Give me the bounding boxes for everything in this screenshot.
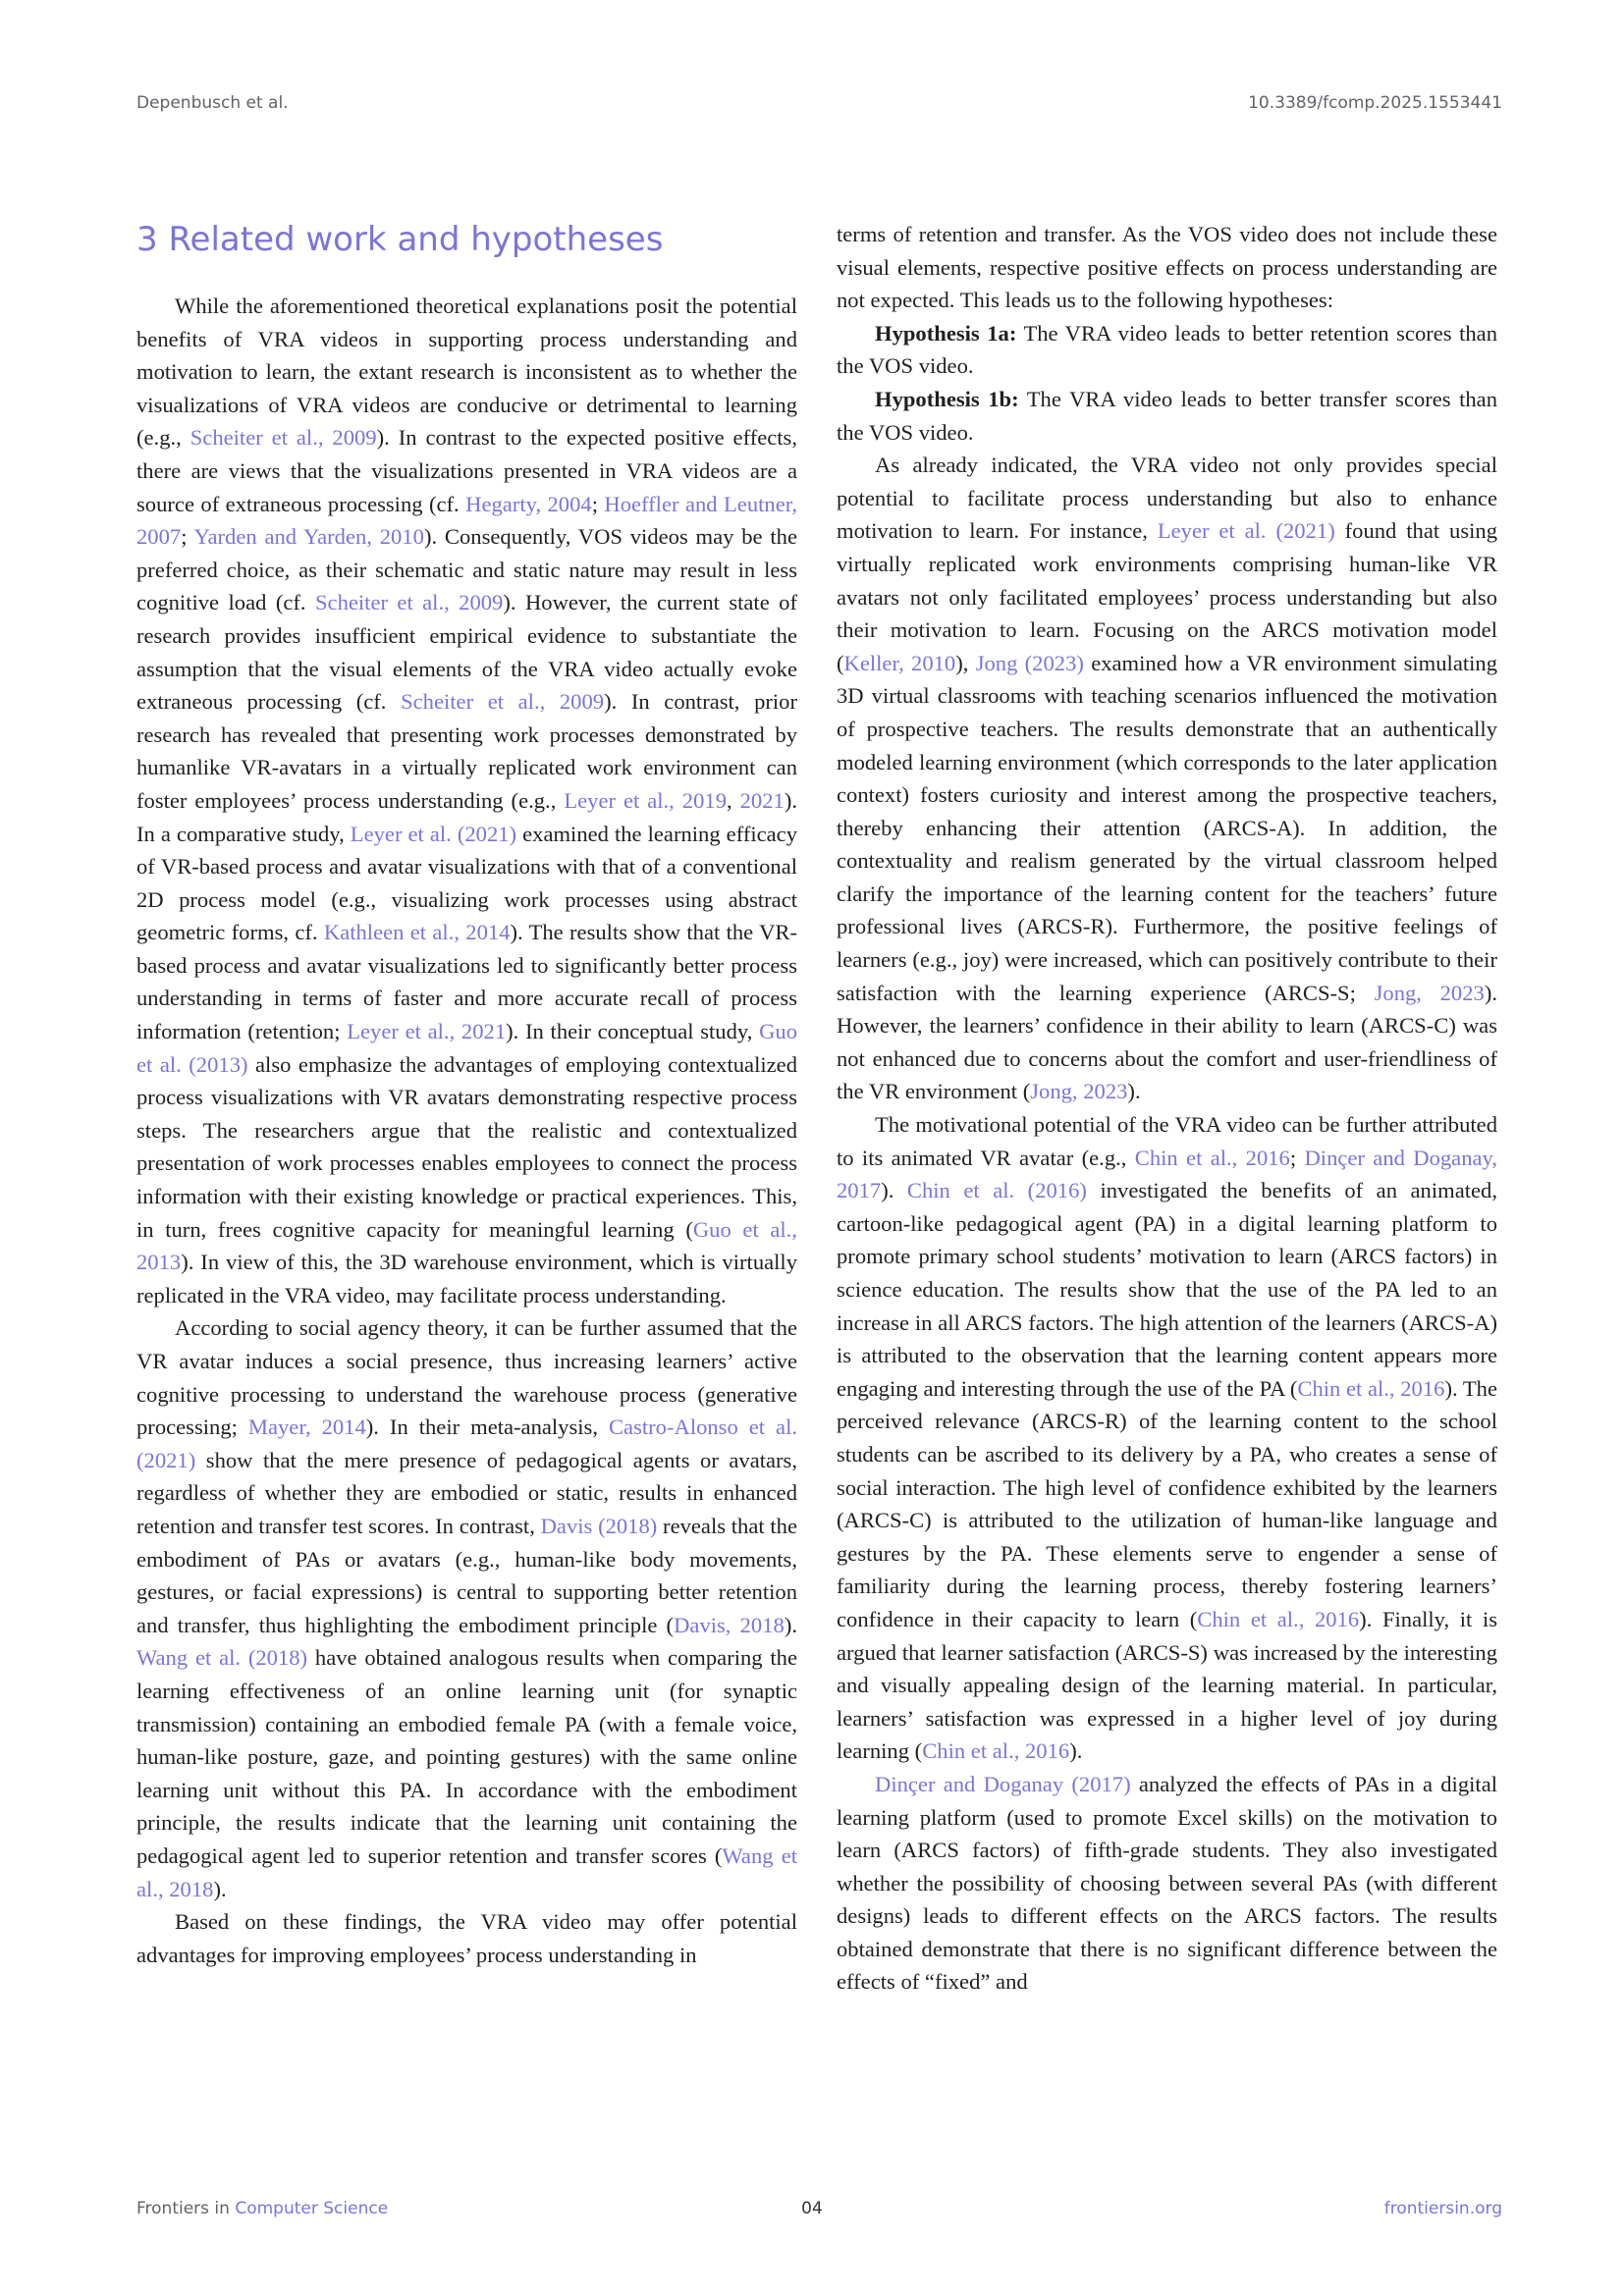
citation-link[interactable]: Chin et al., 2016 xyxy=(1297,1375,1445,1401)
hypothesis-label: Hypothesis 1a: xyxy=(875,320,1017,346)
citation-link[interactable]: Chin et al. (2016) xyxy=(906,1178,1087,1203)
paragraph-text: reveals that the embodiment of PAs or avatars (e.g., human-like body movements, gestures, or facial expressions) is central to supporting better retention and transfer, thus highlighting the embodiment principle ( xyxy=(136,1513,798,1637)
paragraph-text: examined the learning efficacy of VR-based process and avatar visualizations with that of a conventional 2D process model (e.g., visualizing work processes using abstract geometric forms, cf. xyxy=(136,821,797,945)
paragraph-text: The VRA video leads to better transfer scores than the VOS video. xyxy=(837,386,1497,445)
paragraph-text: ; xyxy=(1289,1145,1305,1170)
citation-link[interactable]: Jong (2023) xyxy=(975,650,1084,675)
paragraph-text: ). xyxy=(1127,1079,1141,1104)
citation-link[interactable]: Leyer et al. (2021) xyxy=(1157,518,1335,544)
citation-link[interactable]: Dinçer and Doganay (2017) xyxy=(875,1771,1131,1796)
paragraph-text: ), xyxy=(955,650,976,675)
body-paragraph xyxy=(837,218,1497,317)
citation-link[interactable]: Mayer, 2014 xyxy=(247,1415,366,1440)
paragraph-text: The VRA video leads to better retention scores than the VOS video. xyxy=(837,320,1497,379)
paragraph-text: ). In view of this, the 3D warehouse environment, which is virtually replicated in the VRA video, may facilitate process understanding. xyxy=(136,1250,797,1308)
paragraph-text: examined how a VR environment simulating 3D virtual classrooms with teaching scenarios influenced the motivation of prospective teachers. The results demonstrate that an authentically modeled learning environment (which corresponds to the later application context) fosters curiosity and interest among the prospective teachers, thereby enhancing their attention (ARCS-A). In addition, the contextuality and realism generated by the virtual classroom helped clarify the importance of the learning content for the teachers’ future professional lives (ARCS-R). Furthermore, the positive feelings of learners (e.g., joy) were increased, which can positively contribute to their satisfaction with the learning experience (ARCS-S; xyxy=(837,650,1497,1005)
footer-site-link[interactable]: frontiersin.org xyxy=(1383,2199,1502,2218)
section-heading: 3 Related work and hypotheses xyxy=(136,220,664,259)
citation-link[interactable]: Davis (2018) xyxy=(540,1513,658,1538)
paragraph-text: ). xyxy=(1069,1738,1083,1764)
paragraph-text: ). Finally, it is argued that learner satisfaction (ARCS-S) was increased by the interesting and visually appealing design of the learning material. In particular, learners’ satisfaction was expressed in a higher level of joy during learning ( xyxy=(837,1606,1498,1764)
citation-link[interactable]: Jong, 2023 xyxy=(1374,980,1485,1005)
body-paragraph xyxy=(837,1108,1497,1768)
citation-link[interactable]: Leyer et al. (2021) xyxy=(350,821,517,846)
citation-link[interactable]: Dinçer and Doganay, 2017 xyxy=(837,1145,1497,1203)
paragraph-text: , xyxy=(727,787,740,813)
citation-link[interactable]: Kathleen et al., 2014 xyxy=(323,920,511,945)
body-paragraph xyxy=(837,449,1497,1108)
citation-link[interactable]: Hegarty, 2004 xyxy=(465,491,592,516)
paragraph-text: analyzed the effects of PAs in a digital learning platform (used to promote Excel skills) on the motivation to learn (ARCS factors) of fifth-grade students. They also investigated whether the possibility of choosing between several PAs (with different designs) leads to different effects on the ARCS factors. The results obtained demonstrate that there is no significant difference between the effects of “fixed” and xyxy=(837,1771,1497,1995)
body-paragraph xyxy=(837,1768,1497,1999)
paragraph-text: ). In a comparative study, xyxy=(136,787,797,846)
paragraph-text: ). However, the current state of research provides insufficient empirical evidence to substantiate the assumption that the visual elements of the VRA video actually evoke extraneous processing (cf. xyxy=(136,590,797,715)
footer-journal-prefix: Frontiers in xyxy=(136,2199,230,2218)
paragraph-text: show that the mere presence of pedagogical agents or avatars, regardless of whether they are embodied or static, results in enhanced retention and transfer test scores. In contrast, xyxy=(136,1447,797,1538)
body-paragraph xyxy=(837,383,1497,449)
citation-link[interactable]: Keller, 2010 xyxy=(843,650,956,675)
citation-link[interactable]: Scheiter et al., 2009 xyxy=(401,689,605,715)
hypothesis-label: Hypothesis 1b: xyxy=(875,386,1019,411)
body-paragraph xyxy=(136,290,797,1311)
paragraph-text: The motivational potential of the VRA video can be further attributed to its animated VR avatar (e.g., xyxy=(837,1112,1497,1170)
right-column xyxy=(837,218,1497,1999)
paragraph-text: found that using virtually replicated work environments comprising human-like VR avatars not only facilitated employees’ process understanding but also their motivation to learn. Focusing on the ARCS motivation model ( xyxy=(837,518,1497,675)
citation-link[interactable]: Chin et al., 2016 xyxy=(922,1738,1070,1764)
paragraph-text: Based on these findings, the VRA video may offer potential advantages for improving employees’ process understanding in xyxy=(136,1909,797,1967)
citation-link[interactable]: Guo et al. (2013) xyxy=(136,1019,797,1077)
paragraph-text: According to social agency theory, it can be further assumed that the VR avatar induces a social presence, thus increasing learners’ active cognitive processing to understand the warehouse process (generative processing; xyxy=(136,1315,797,1440)
paragraph-text: also emphasize the advantages of employing contextualized process visualizations with VR avatars demonstrating respective process steps. The researchers argue that the realistic and contextualized presentation of work processes enables employees to connect the process information with their existing knowledge or practical experiences. This, in turn, frees cognitive capacity for meaningful learning ( xyxy=(136,1051,797,1242)
citation-link[interactable]: Scheiter et al., 2009 xyxy=(189,425,377,451)
paragraph-text: investigated the benefits of an animated, cartoon-like pedagogical agent (PA) in a digital learning platform to promote primary school students’ motivation to learn (ARCS factors) in science education. The results show that the use of the PA led to an increase in all ARCS factors. The high attention of the learners (ARCS-A) is attributed to the observation that the learning content appears more engaging and interesting through the use of the PA ( xyxy=(837,1178,1497,1401)
footer-journal-name[interactable]: Computer Science xyxy=(235,2199,389,2218)
paragraph-text: ). The perceived relevance (ARCS-R) of the learning content to the school students can be ascribed to its delivery by a PA, who creates a sense of social interaction. The high level of confidence exhibited by the learners (ARCS-C) is attributed to the utilization of human-like language and gestures by the PA. These elements serve to engender a sense of familiarity during the learning process, thereby fostering learners’ confidence in their capacity to learn ( xyxy=(837,1375,1497,1631)
paragraph-text: ). xyxy=(213,1876,227,1901)
left-column-body xyxy=(136,290,797,1971)
paragraph-text: While the aforementioned theoretical explanations posit the potential benefits of VRA videos in supporting process understanding and motivation to learn, the extant research is inconsistent as to whether the visualizations of VRA videos are conducive or detrimental to learning (e.g., xyxy=(136,294,797,451)
citation-link[interactable]: Guo et al., 2013 xyxy=(136,1216,797,1275)
page-number: 04 xyxy=(801,2199,823,2218)
citation-link[interactable]: Chin et al., 2016 xyxy=(1197,1606,1360,1631)
paragraph-text: ). In contrast, prior research has revealed that presenting work processes demonstrated by humanlike VR-avatars in a virtually replicated work environment can foster employees’ process understanding (e.g., xyxy=(136,689,797,813)
citation-link[interactable]: Yarden and Yarden, 2010 xyxy=(193,524,424,550)
paragraph-text: As already indicated, the VRA video not only provides special potential to facilitate process understanding but also to enhance motivation to learn. For instance, xyxy=(837,453,1497,544)
citation-link[interactable]: Leyer et al., 2019 xyxy=(564,787,727,813)
citation-link[interactable]: Scheiter et al., 2009 xyxy=(314,590,504,615)
citation-link[interactable]: Hoeffler and Leutner, 2007 xyxy=(136,491,797,550)
citation-link[interactable]: 2021 xyxy=(739,787,785,813)
citation-link[interactable]: Jong, 2023 xyxy=(1030,1079,1128,1104)
body-paragraph xyxy=(837,317,1497,383)
paragraph-text: ). In contrast to the expected positive effects, there are views that the visualizations presented in VRA videos are a source of extraneous processing (cf. xyxy=(136,425,797,516)
paragraph-text: ). However, the learners’ confidence in their ability to learn (ARCS-C) was not enhanced due to concerns about the comfort and user-friendliness of the VR environment ( xyxy=(837,980,1498,1104)
paragraph-text: ). In their meta-analysis, xyxy=(365,1415,609,1440)
paragraph-text: terms of retention and transfer. As the VOS video does not include these visual elements, respective positive effects on process understanding are not expected. This leads us to the following hypotheses: xyxy=(837,222,1497,313)
body-paragraph xyxy=(136,1905,797,1971)
citation-link[interactable]: Castro-Alonso et al. (2021) xyxy=(136,1415,797,1472)
running-header-doi[interactable]: 10.3389/fcomp.2025.1553441 xyxy=(1248,93,1502,113)
paragraph-text: ; xyxy=(181,524,194,550)
paragraph-text: ). The results show that the VR-based process and avatar visualizations led to significantly better process understanding in terms of faster and more accurate recall of process information (retention; xyxy=(136,920,798,1044)
citation-link[interactable]: Leyer et al., 2021 xyxy=(347,1019,507,1044)
paragraph-text: have obtained analogous results when comparing the learning effectiveness of an online learning unit (for synaptic transmission) containing an embodied female PA (with a female voice, human-like posture, gaze, and pointing gestures) with the same online learning unit without this PA. In accordance with the embodiment principle, the results indicate that the learning unit containing the pedagogical agent led to superior retention and transfer scores ( xyxy=(136,1645,798,1868)
citation-link[interactable]: Wang et al. (2018) xyxy=(136,1645,308,1671)
citation-link[interactable]: Wang et al., 2018 xyxy=(136,1842,797,1901)
citation-link[interactable]: Davis, 2018 xyxy=(674,1612,785,1637)
paragraph-text: ). xyxy=(784,1612,798,1637)
running-header-authors: Depenbusch et al. xyxy=(136,93,289,113)
left-column xyxy=(136,218,797,1971)
citation-link[interactable]: Chin et al., 2016 xyxy=(1134,1145,1290,1170)
paragraph-text: ). xyxy=(881,1178,907,1203)
paragraph-text: ; xyxy=(591,491,605,516)
right-column-body xyxy=(837,218,1497,1999)
paragraph-text: ). Consequently, VOS videos may be the preferred choice, as their schematic and static nature may result in less cognitive load (cf. xyxy=(136,524,797,615)
body-paragraph xyxy=(136,1311,797,1905)
paragraph-text: ). In their conceptual study, xyxy=(506,1019,760,1044)
